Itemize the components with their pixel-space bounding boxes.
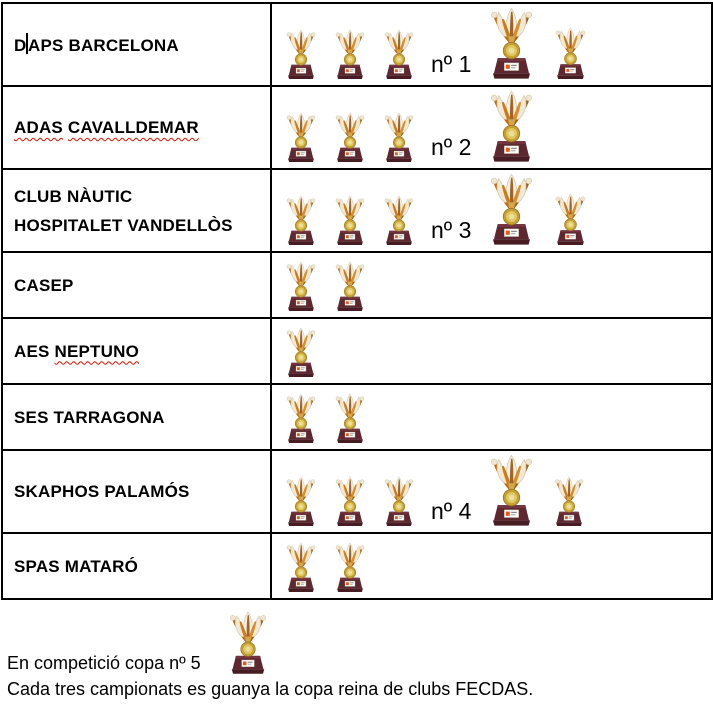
club-name-cell[interactable] <box>2 169 271 252</box>
trophy-cell[interactable] <box>271 533 712 599</box>
trophy-icon-small[interactable] <box>379 193 419 246</box>
trophy-row <box>272 170 711 251</box>
trophy-icon-small[interactable] <box>330 259 370 312</box>
trophy-icon-small[interactable] <box>281 193 321 246</box>
trophy-row <box>272 391 711 449</box>
trophy-icon-small[interactable] <box>281 391 321 444</box>
competition-number-label: nº 2 <box>431 134 472 160</box>
table-row <box>2 450 712 533</box>
club-name-text: ADAS <box>14 118 63 137</box>
trophy-icon-small[interactable] <box>330 193 370 246</box>
trophy-icon-small[interactable] <box>330 391 370 444</box>
trophy-row <box>272 451 711 532</box>
trophy-icon-large[interactable] <box>223 601 273 675</box>
table-row <box>2 169 712 252</box>
trophy-row <box>272 87 711 168</box>
footer-note-text[interactable]: Cada tres campionats es guanya la copa reina de clubs FECDAS. <box>7 679 534 699</box>
club-name-text: HOSPITALET VANDELLÒS <box>14 215 233 235</box>
trophy-icon-small[interactable] <box>330 474 370 527</box>
trophy-icon-small[interactable] <box>281 474 321 527</box>
competition-number-label: nº 3 <box>431 217 472 243</box>
trophy-row <box>272 4 711 85</box>
trophy-icon-small[interactable] <box>330 27 370 80</box>
competition-number-label: nº 4 <box>431 498 472 524</box>
trophy-cell[interactable] <box>271 169 712 252</box>
trophy-row <box>272 325 711 383</box>
trophy-icon-small[interactable] <box>330 110 370 163</box>
club-name-cell[interactable] <box>2 252 271 318</box>
trophy-icon-small[interactable] <box>379 474 419 527</box>
club-name-cell[interactable] <box>2 450 271 533</box>
competition-number-label: nº 1 <box>431 51 472 77</box>
trophy-icon-small[interactable] <box>281 325 321 378</box>
trophy-cell[interactable] <box>271 3 712 86</box>
club-name-text: SES TARRAGONA <box>14 407 165 427</box>
trophy-icon-medium[interactable] <box>549 191 592 246</box>
club-name-text: D <box>14 36 27 55</box>
trophy-icon-small[interactable] <box>549 474 589 527</box>
trophy-cell[interactable] <box>271 86 712 169</box>
trophy-icon-large[interactable] <box>483 451 540 527</box>
club-name-text: AES <box>14 341 55 361</box>
trophy-icon-small[interactable] <box>281 27 321 80</box>
club-name-cell[interactable] <box>2 3 271 86</box>
club-name-text: CLUB NÀUTIC <box>14 186 133 206</box>
footer <box>7 601 713 700</box>
trophy-icon-large[interactable] <box>483 170 540 246</box>
footer-line1-row[interactable] <box>7 601 713 675</box>
trophy-icon-medium[interactable] <box>549 25 592 80</box>
table-row <box>2 86 712 169</box>
table-row <box>2 252 712 318</box>
club-name-cell[interactable] <box>2 533 271 599</box>
table-row <box>2 318 712 384</box>
club-name-text: SPAS MATARÓ <box>14 556 139 576</box>
footer-competition-text: En competició copa nº 5 <box>7 653 201 673</box>
club-name-text: SKAPHOS PALAMÓS <box>14 482 190 501</box>
club-name-cell[interactable] <box>2 384 271 450</box>
club-name-cell[interactable] <box>2 318 271 384</box>
trophy-icon-small[interactable] <box>330 540 370 593</box>
trophy-cell[interactable] <box>271 384 712 450</box>
clubs-trophy-table <box>1 2 713 600</box>
trophy-cell[interactable] <box>271 252 712 318</box>
trophy-icon-small[interactable] <box>379 27 419 80</box>
trophy-icon-large[interactable] <box>483 87 540 163</box>
trophy-icon-small[interactable] <box>379 110 419 163</box>
trophy-icon-small[interactable] <box>281 540 321 593</box>
trophy-row <box>272 540 711 598</box>
table-row <box>2 533 712 599</box>
table-row <box>2 3 712 86</box>
trophy-cell[interactable] <box>271 450 712 533</box>
trophy-icon-small[interactable] <box>281 259 321 312</box>
trophy-icon-small[interactable] <box>281 110 321 163</box>
trophy-row <box>272 259 711 317</box>
club-name-text: CASEP <box>14 275 74 295</box>
table-row <box>2 384 712 450</box>
club-name-text: NEPTUNO <box>54 341 140 361</box>
club-name-text: APS BARCELONA <box>27 36 179 55</box>
trophy-icon-large[interactable] <box>483 4 540 80</box>
club-name-text: CAVALLDEMAR <box>67 118 199 137</box>
trophy-cell[interactable] <box>271 318 712 384</box>
club-name-cell[interactable] <box>2 86 271 169</box>
